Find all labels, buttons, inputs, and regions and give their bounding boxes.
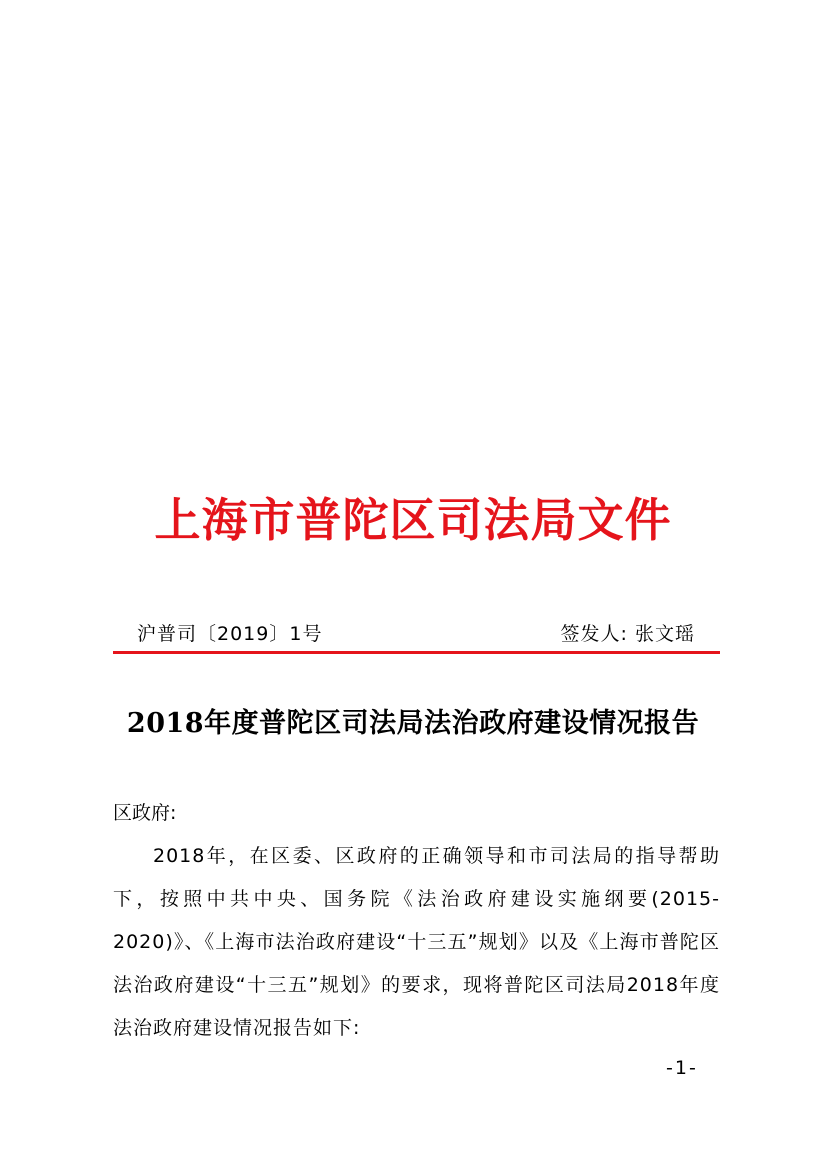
signer-label: 签发人: 张文瑶 (560, 623, 695, 645)
report-body (113, 792, 720, 1050)
salutation: 区政府: (113, 802, 177, 824)
red-divider-line (113, 651, 720, 654)
page-number: -1- (666, 1057, 698, 1079)
report-title: 2018年度普陀区司法局法治政府建设情况报告 (126, 708, 700, 739)
body-paragraph: 2018年，在区委、区政府的正确领导和市司法局的指导帮助下，按照中共中央、国务院《法治政府建设实施纲要(2015-2020)》、《上海市法治政府建设“十三五”规划》以及《上海市普陀区法治政府建设“十三五”规划》的要求，现将普陀区司法局2018年度法治政府建设情况报告如下: (113, 845, 720, 1039)
document-number: 沪普司〔2019〕1号 (137, 623, 323, 645)
document-header-title: 上海市普陀区司法局文件 (154, 493, 672, 547)
